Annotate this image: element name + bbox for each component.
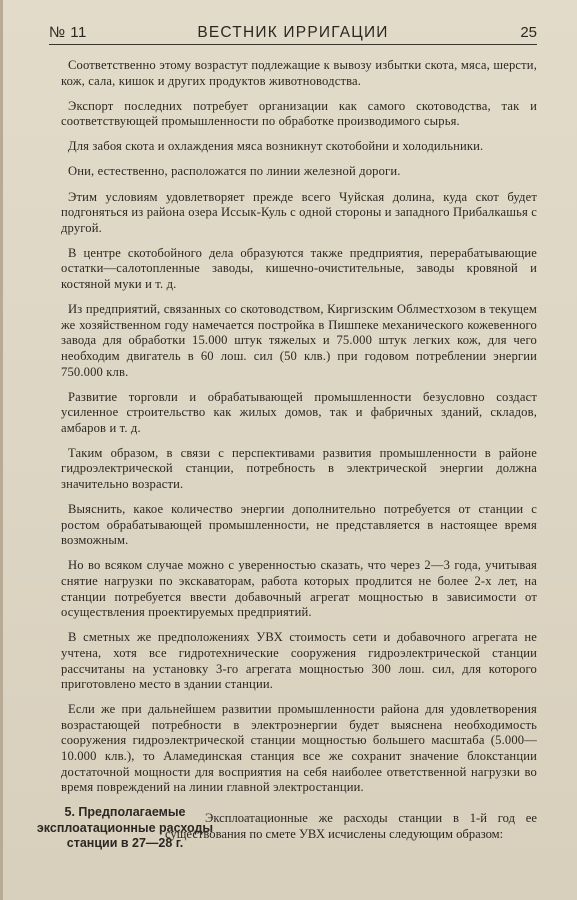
paragraph: Таким образом, в связи с перспективами развития промышленности в районе гидроэлектрической станции, потребность в электрической энергии должна значительно возрасти. (61, 445, 537, 492)
paragraph: Развитие торговли и обрабатывающей промышленности безусловно создаст усиленное строительство как жилых домов, так и фабричных зданий, складов, амбаров и т. д. (61, 389, 537, 435)
paragraph: Выяснить, какое количество энергии дополнительно потребуется от станции с ростом обрабатывающей промышленности, не представляется в настоящее время возможным. (61, 502, 537, 548)
journal-title: ВЕСТНИК ИРРИГАЦИИ (197, 24, 389, 41)
page-number: 25 (520, 24, 537, 41)
page-header (49, 22, 537, 45)
paragraph: В сметных же предположениях УВХ стоимость сети и добавочного агрегата не учтена, хотя все гидротехнические сооружения гидроэлектрической станции рассчитаны на установку 3-го агрегата мощностью 300 лош. сил, для которого приготовлено место в здании станции. (61, 630, 537, 692)
paragraph: Для забоя скота и охлаждения мяса возникнут скотобойни и холодильники. (68, 139, 484, 154)
paragraph: Соответственно этому возрастут подлежащие к вывозу избытки скота, мяса, шерсти, кож, сала, кишок и других продуктов животноводства. (61, 58, 537, 88)
paragraph: Если же при дальнейшем развитии промышленности района для удовлетворения возрастающей потребности в электроэнергии будет выяснена необходимость сооружения гидроэлектрической станции мощностью большего масштаба (5.000—10.000 клв.), то Аламединская станция все же сохранит значение блокстанции достаточной мощности для восприятия на себя наиболее ответственной нагрузки во время повреждений на линии главной электростанции. (61, 702, 537, 795)
section-paragraph: Эксплоатационные же расходы станции в 1-й год ее существования по смете УВХ исчислены следующим образом: (165, 811, 537, 841)
paragraph: Этим условиям удовлетворяет прежде всего Чуйская долина, куда скот будет подгоняться из района озера Иссык-Куль с одной стороны и западного Прибалкашья с другой. (61, 189, 537, 235)
paragraph: Из предприятий, связанных со скотоводством, Киргизским Облместхозом в текущем же хозяйственном году намечается постройка в Пишпеке механического кожевенного завода для обработки 15.000 штук тяжелых и 75.000 штук легких кож, для чего необходим двигатель в 60 лош. сил (50 клв.) при годовом потреблении энергии 750.000 клв. (61, 302, 537, 379)
paragraph: Экспорт последних потребует организации как самого скотоводства, так и соответствующей промышленности по обработке производимого сырья. (61, 98, 537, 129)
paragraph: Они, естественно, расположатся по линии железной дороги. (68, 164, 401, 179)
article-body (36, 58, 537, 885)
paragraph: Но во всяком случае можно с уверенностью сказать, что через 2—3 года, учитывая снятие нагрузки по экскаваторам, работа которых продлится не более 2-х лет, на станции потребуется ввести добавочный агрегат мощностью в зависимости от осуществления проектируемых предприятий. (61, 558, 537, 620)
section-5 (36, 805, 537, 885)
issue-number: № 11 (49, 24, 87, 41)
section-heading: 5. Предполагаемые эксплоатационные расходы станции в 27—28 г. (36, 805, 214, 851)
paragraph: В центре скотобойного дела образуются также предприятия, перерабатывающие остатки—салотопленные заводы, кишечно-очистительные, заводы кровяной и костяной муки и т. д. (61, 245, 537, 292)
